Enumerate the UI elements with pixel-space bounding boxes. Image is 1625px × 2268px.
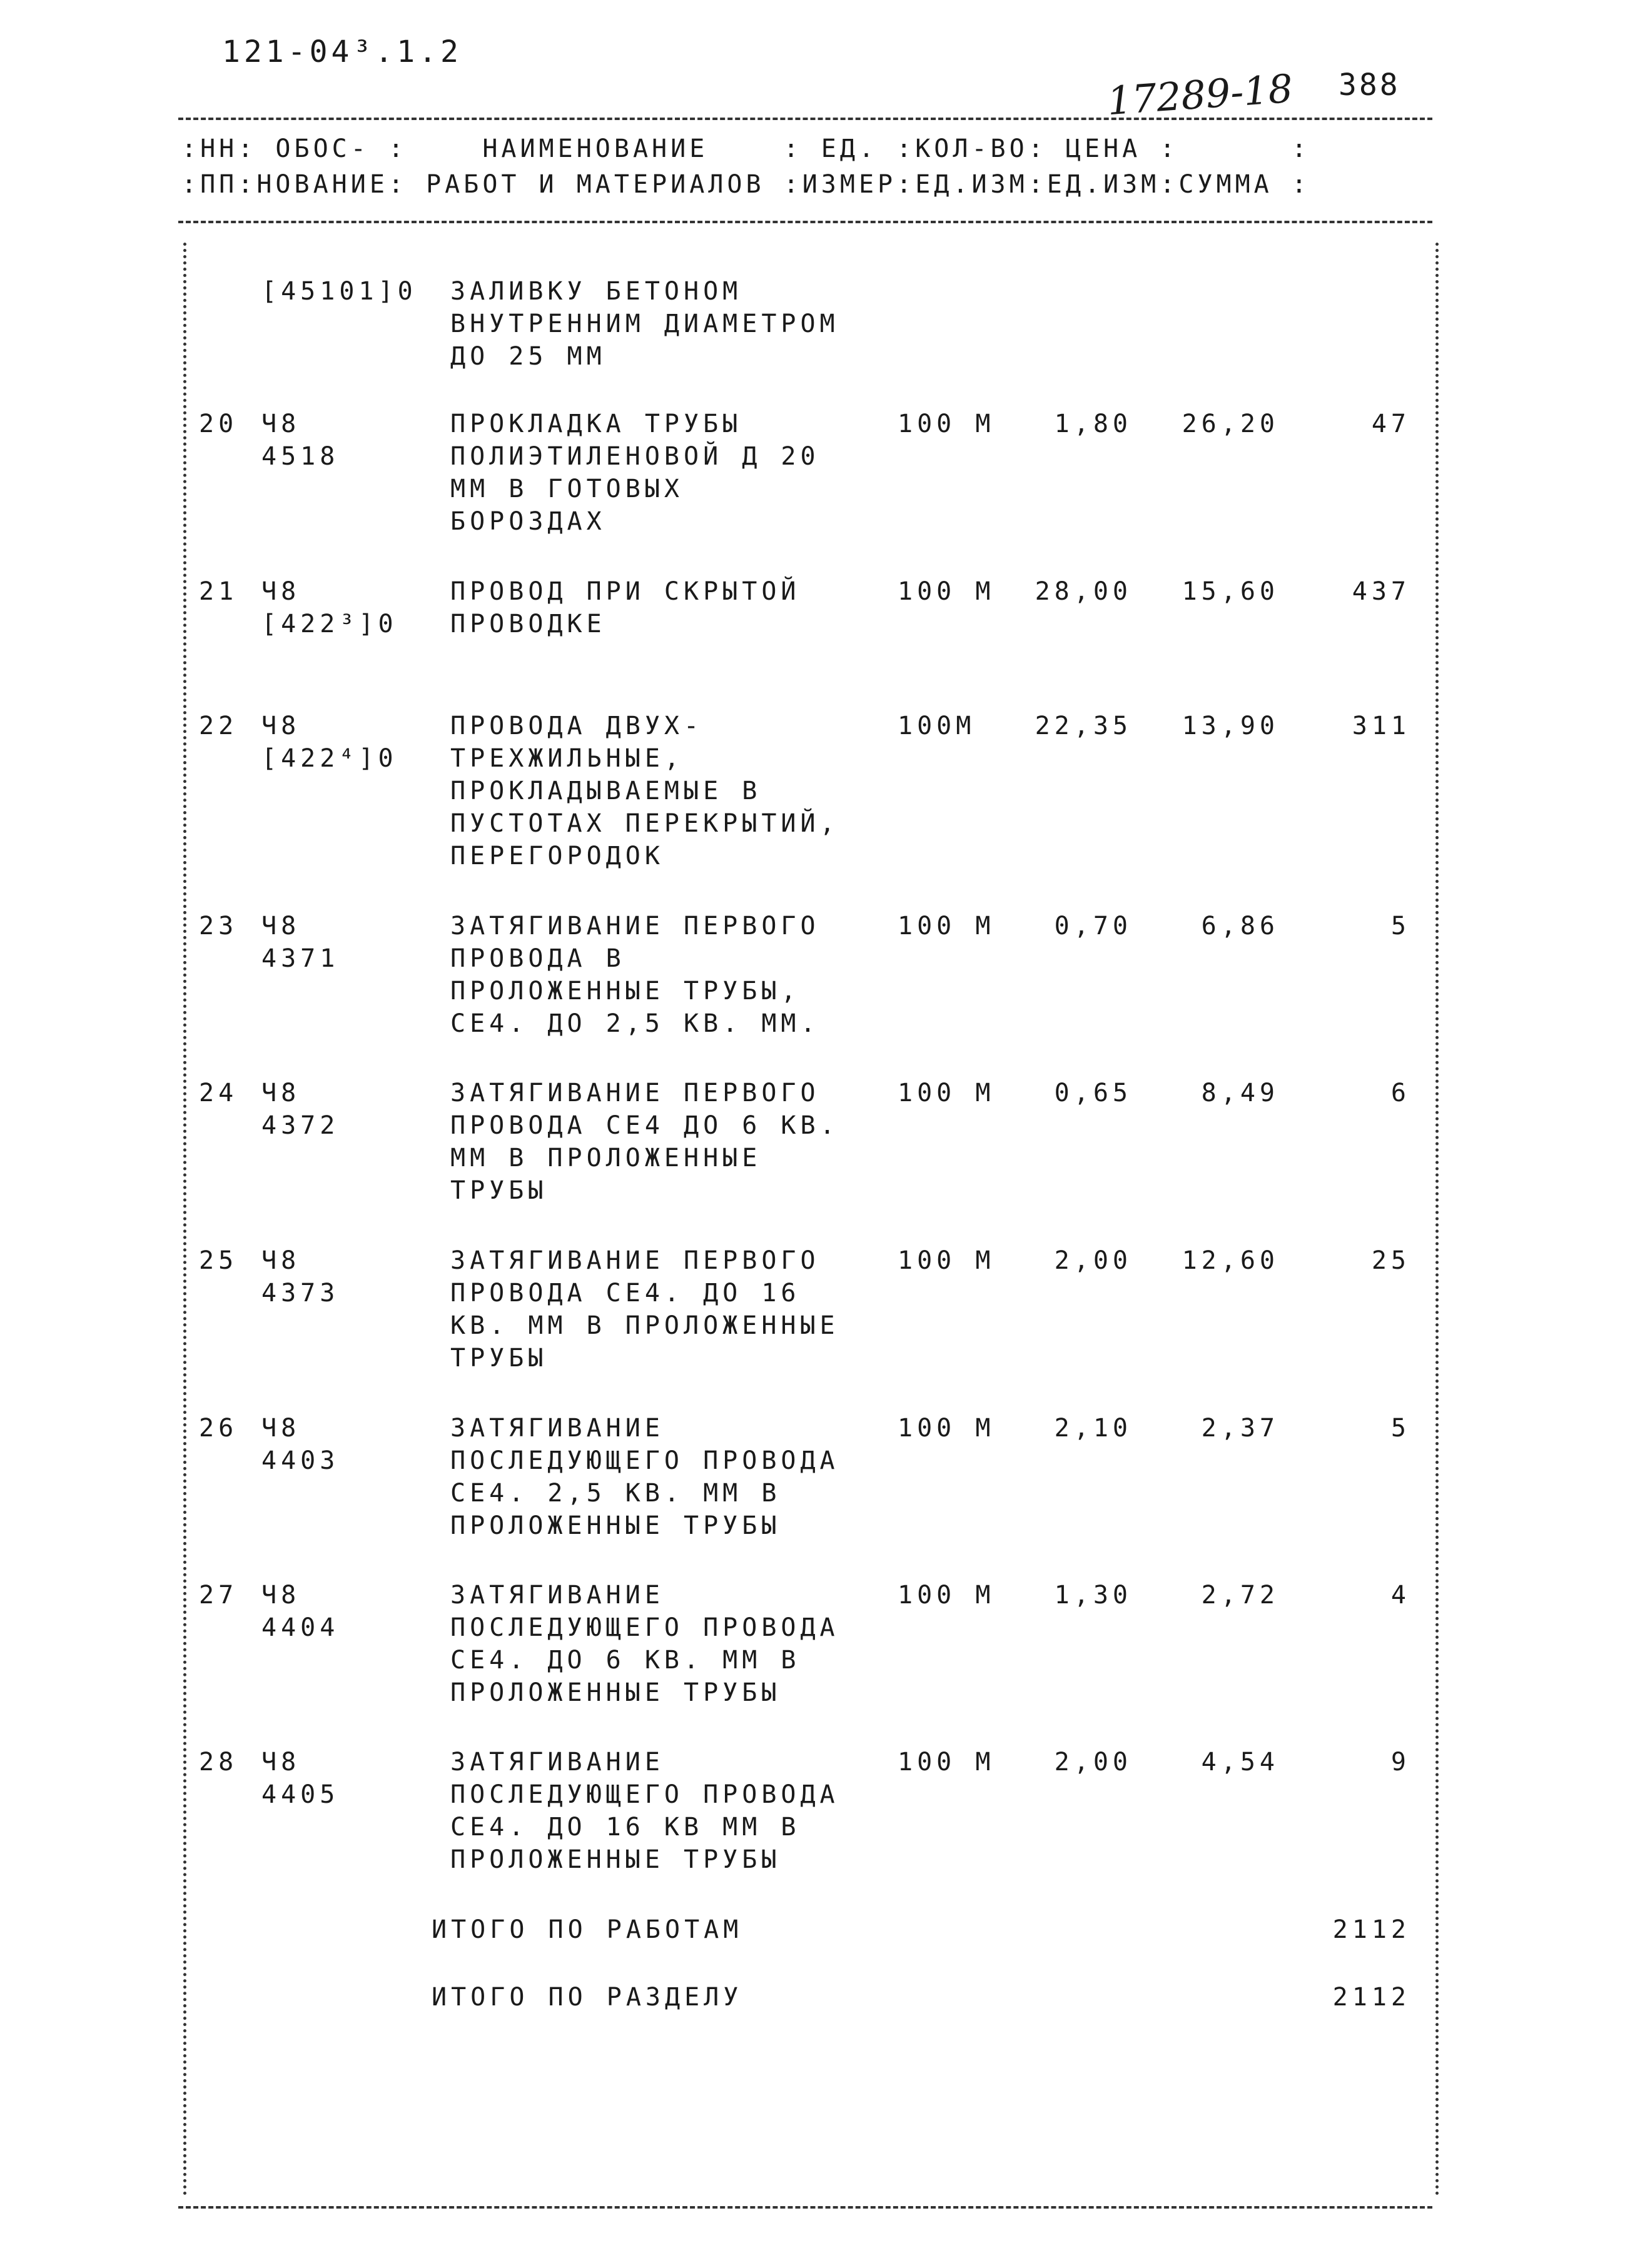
document-code: 121-04³.1.2 [222, 34, 462, 69]
row-quantity: 0,65 [1054, 1079, 1132, 1107]
row-sum: 9 [1390, 1748, 1410, 1777]
row-name-line: БОРОЗДАХ [450, 507, 606, 536]
row-unit: 100 М [898, 410, 995, 438]
row-name-line: ПРОКЛАДЫВАЕМЫЕ В [450, 777, 762, 805]
row-code-primary: Ч8 [261, 1748, 301, 1777]
row-sum: 4 [1390, 1581, 1410, 1610]
row-number: 20 [199, 410, 238, 438]
row-name-line: ПОСЛЕДУЮЩЕГО ПРОВОДА [450, 1446, 839, 1475]
row-name-line: ЗАТЯГИВАНИЕ [450, 1414, 664, 1443]
row-name-line: ТРУБЫ [450, 1344, 548, 1373]
row-unit: 100 М [898, 1748, 995, 1777]
row-code-primary: Ч8 [261, 1246, 301, 1275]
row-code-secondary: [45101]0 [261, 277, 417, 306]
row-code-secondary: [422⁴]0 [261, 744, 398, 773]
row-number: 22 [199, 712, 238, 740]
row-code-secondary: 4404 [261, 1613, 340, 1642]
row-name-line: ЗАЛИВКУ БЕТОНОМ [450, 277, 742, 306]
row-code-secondary: 4405 [261, 1780, 340, 1809]
row-number: 27 [199, 1581, 238, 1610]
row-unit: 100 М [898, 1414, 995, 1443]
total-value: 2112 [1332, 1915, 1410, 1944]
row-name-line: КВ. ММ В ПРОЛОЖЕННЫЕ [450, 1311, 839, 1340]
row-unit: 100 М [898, 577, 995, 606]
row-code-secondary: [422³]0 [261, 610, 398, 638]
row-name-line: ЗАТЯГИВАНИЕ ПЕРВОГО [450, 1079, 820, 1107]
row-name-line: ДО 25 ММ [450, 342, 606, 371]
row-number: 24 [199, 1079, 238, 1107]
row-name-line: ПРОВОДА СЕ4. ДО 16 [450, 1279, 801, 1308]
row-sum: 437 [1352, 577, 1410, 606]
row-number: 25 [199, 1246, 238, 1275]
row-number: 28 [199, 1748, 238, 1777]
row-number: 23 [199, 912, 238, 940]
row-code-secondary: 4403 [261, 1446, 340, 1475]
row-price: 15,60 [1182, 577, 1279, 606]
sheet-number: 388 [1339, 68, 1400, 103]
row-name-line: ЗАТЯГИВАНИЕ ПЕРВОГО [450, 912, 820, 940]
row-price: 12,60 [1182, 1246, 1279, 1275]
row-price: 26,20 [1182, 410, 1279, 438]
row-code-secondary: 4372 [261, 1111, 340, 1140]
row-name-line: ПОЛИЭТИЛЕНОВОЙ Д 20 [450, 442, 820, 471]
row-quantity: 28,00 [1035, 577, 1132, 606]
row-code-primary: Ч8 [261, 1581, 301, 1610]
row-sum: 47 [1371, 410, 1410, 438]
row-sum: 5 [1390, 912, 1410, 940]
row-name-line: ПОСЛЕДУЮЩЕГО ПРОВОДА [450, 1780, 839, 1809]
row-quantity: 2,00 [1054, 1748, 1132, 1777]
row-name-line: ПРОКЛАДКА ТРУБЫ [450, 410, 742, 438]
row-code-primary: Ч8 [261, 712, 301, 740]
row-name-line: СЕ4. ДО 2,5 КВ. ММ. [450, 1009, 820, 1038]
row-price: 13,90 [1182, 712, 1279, 740]
total-value: 2112 [1332, 1983, 1410, 2012]
row-name-line: ММ В ГОТОВЫХ [450, 475, 684, 503]
top-dashed-rule [178, 118, 1432, 120]
row-name-line: ЗАТЯГИВАНИЕ ПЕРВОГО [450, 1246, 820, 1275]
row-code-primary: Ч8 [261, 1414, 301, 1443]
row-name-line: ММ В ПРОЛОЖЕННЫЕ [450, 1144, 762, 1172]
row-name-line: ПРОЛОЖЕННЫЕ ТРУБЫ [450, 1511, 781, 1540]
header-dashed-rule [178, 221, 1432, 223]
handwritten-reference: 17289-18 [1105, 65, 1295, 124]
row-unit: 100М [898, 712, 976, 740]
row-unit: 100 М [898, 1581, 995, 1610]
row-name-line: СЕ4. ДО 6 КВ. ММ В [450, 1646, 801, 1675]
row-quantity: 2,00 [1054, 1246, 1132, 1275]
row-name-line: ПУСТОТАХ ПЕРЕКРЫТИЙ, [450, 809, 839, 838]
row-number: 26 [199, 1414, 238, 1443]
row-price: 6,86 [1201, 912, 1279, 940]
table-header-line-2: :ПП:НОВАНИЕ: РАБОТ И МАТЕРИАЛОВ :ИЗМЕР:ЕД.ИЗМ:ЕД.ИЗМ:СУММА : [181, 170, 1310, 199]
row-quantity: 0,70 [1054, 912, 1132, 940]
row-name-line: СЕ4. 2,5 КВ. ММ В [450, 1479, 781, 1508]
row-name-line: ПРОВОДА ДВУХ- [450, 712, 704, 740]
left-dotted-border [183, 243, 186, 2197]
row-price: 2,37 [1201, 1414, 1279, 1443]
table-header-line-1: :НН: ОБОС- : НАИМЕНОВАНИЕ : ЕД. :КОЛ-ВО: ЦЕНА : : [181, 134, 1310, 163]
row-name-line: ПРОВОДА СЕ4 ДО 6 КВ. [450, 1111, 839, 1140]
row-name-line: ПРОЛОЖЕННЫЕ ТРУБЫ [450, 1845, 781, 1874]
row-price: 8,49 [1201, 1079, 1279, 1107]
row-sum: 6 [1390, 1079, 1410, 1107]
row-name-line: ЗАТЯГИВАНИЕ [450, 1581, 664, 1610]
row-quantity: 22,35 [1035, 712, 1132, 740]
row-code-primary: Ч8 [261, 912, 301, 940]
row-name-line: ПОСЛЕДУЮЩЕГО ПРОВОДА [450, 1613, 839, 1642]
total-label: ИТОГО ПО РАБОТАМ [432, 1915, 743, 1944]
row-code-primary: Ч8 [261, 577, 301, 606]
row-quantity: 1,30 [1054, 1581, 1132, 1610]
row-sum: 25 [1371, 1246, 1410, 1275]
row-quantity: 2,10 [1054, 1414, 1132, 1443]
row-unit: 100 М [898, 1079, 995, 1107]
row-name-line: ПРОВОД ПРИ СКРЫТОЙ [450, 577, 801, 606]
row-code-secondary: 4371 [261, 944, 340, 973]
row-unit: 100 М [898, 912, 995, 940]
row-name-line: ЗАТЯГИВАНИЕ [450, 1748, 664, 1777]
row-sum: 311 [1352, 712, 1410, 740]
row-quantity: 1,80 [1054, 410, 1132, 438]
right-dotted-border [1435, 243, 1439, 2197]
row-price: 4,54 [1201, 1748, 1279, 1777]
row-unit: 100 М [898, 1246, 995, 1275]
row-name-line: ТРУБЫ [450, 1176, 548, 1205]
row-code-secondary: 4518 [261, 442, 340, 471]
total-label: ИТОГО ПО РАЗДЕЛУ [432, 1983, 743, 2012]
row-price: 2,72 [1201, 1581, 1279, 1610]
row-name-line: СЕ4. ДО 16 КВ ММ В [450, 1813, 801, 1842]
row-name-line: ПРОВОДА В [450, 944, 625, 973]
row-name-line: ПРОЛОЖЕННЫЕ ТРУБЫ [450, 1678, 781, 1707]
row-number: 21 [199, 577, 238, 606]
row-name-line: ПРОВОДКЕ [450, 610, 606, 638]
row-name-line: ТРЕХЖИЛЬНЫЕ, [450, 744, 684, 773]
row-code-secondary: 4373 [261, 1279, 340, 1308]
row-code-primary: Ч8 [261, 410, 301, 438]
row-name-line: ПЕРЕГОРОДОК [450, 842, 664, 870]
bottom-dashed-rule [178, 2206, 1432, 2209]
row-sum: 5 [1390, 1414, 1410, 1443]
row-name-line: ПРОЛОЖЕННЫЕ ТРУБЫ, [450, 977, 801, 1005]
row-code-primary: Ч8 [261, 1079, 301, 1107]
row-name-line: ВНУТРЕННИМ ДИАМЕТРОМ [450, 310, 839, 338]
